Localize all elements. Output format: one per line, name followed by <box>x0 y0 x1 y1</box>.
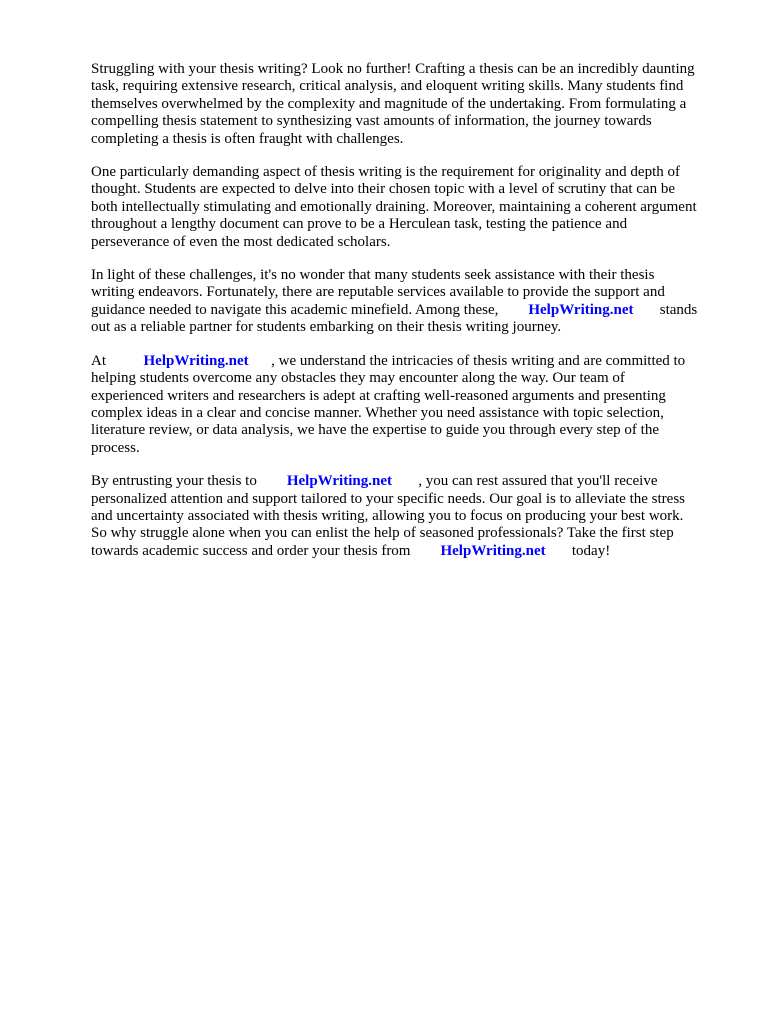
helpwriting-link[interactable]: HelpWriting.net <box>143 352 249 369</box>
text-line: completing a thesis is often fraught with challenges. <box>91 130 404 147</box>
text-line: perseverance of even the most dedicated scholars. <box>91 233 391 250</box>
paragraph-assistance <box>91 267 721 337</box>
text-line: One particularly demanding aspect of thesis writing is the requirement for originality and depth of <box>91 164 680 181</box>
paragraph-closing <box>91 473 721 560</box>
text-line-with-link <box>91 302 721 319</box>
text-segment: By entrusting your thesis to <box>91 473 257 490</box>
text-line-with-link <box>91 543 721 560</box>
text-line: So why struggle alone when you can enlist the help of seasoned professionals? Take the first step <box>91 525 674 542</box>
text-segment: stands <box>659 301 698 318</box>
text-line-with-link <box>91 473 721 490</box>
text-line: task, requiring extensive research, critical analysis, and eloquent writing skills. Many students find <box>91 78 684 95</box>
text-line: process. <box>91 439 140 456</box>
text-line-with-link <box>91 353 721 370</box>
paragraph-originality <box>91 164 721 251</box>
text-line: In light of these challenges, it's no wonder that many students seek assistance with their thesis <box>91 267 655 284</box>
text-segment: towards academic success and order your thesis from <box>91 542 411 559</box>
text-line: Struggling with your thesis writing? Look no further! Crafting a thesis can be an incredibly daunting <box>91 61 695 77</box>
helpwriting-link[interactable]: HelpWriting.net <box>286 473 392 490</box>
text-line: experienced writers and researchers is adept at crafting well-reasoned arguments and presenting <box>91 387 666 404</box>
text-line: themselves overwhelmed by the complexity and magnitude of the undertaking. From formulating a <box>91 95 687 112</box>
text-segment: , we understand the intricacies of thesis writing and are committed to <box>271 352 686 369</box>
helpwriting-link[interactable]: HelpWriting.net <box>440 542 546 559</box>
paragraph-about <box>91 353 721 457</box>
text-line: out as a reliable partner for students embarking on their thesis writing journey. <box>91 319 562 336</box>
text-line: literature review, or data analysis, we have the expertise to guide you through every step of the <box>91 422 659 439</box>
text-line: compelling thesis statement to synthesizing vast amounts of information, the journey towards <box>91 113 652 130</box>
paragraph-intro <box>91 61 721 148</box>
text-line: both intellectually stimulating and emotionally draining. Moreover, maintaining a coherent argument <box>91 198 697 215</box>
text-segment: guidance needed to navigate this academic minefield. Among these, <box>91 301 499 318</box>
text-segment: At <box>91 352 106 369</box>
document-page <box>91 61 721 576</box>
text-line: writing endeavors. Fortunately, there are reputable services available to provide the support and <box>91 284 665 301</box>
text-line: throughout a lengthy document can prove to be a Herculean task, testing the patience and <box>91 216 628 233</box>
text-line: thought. Students are expected to delve into their chosen topic with a level of scrutiny that can be <box>91 181 675 198</box>
text-line: personalized attention and support tailored to your specific needs. Our goal is to alleviate the stress <box>91 490 685 507</box>
text-segment: today! <box>571 542 611 559</box>
helpwriting-link[interactable]: HelpWriting.net <box>528 301 634 318</box>
text-line: and uncertainty associated with thesis writing, allowing you to focus on producing your best work. <box>91 507 684 524</box>
text-line: helping students overcome any obstacles they may encounter along the way. Our team of <box>91 370 625 387</box>
text-segment: , you can rest assured that you'll receive <box>418 473 658 490</box>
text-line: complex ideas in a clear and concise manner. Whether you need assistance with topic selection, <box>91 404 664 421</box>
